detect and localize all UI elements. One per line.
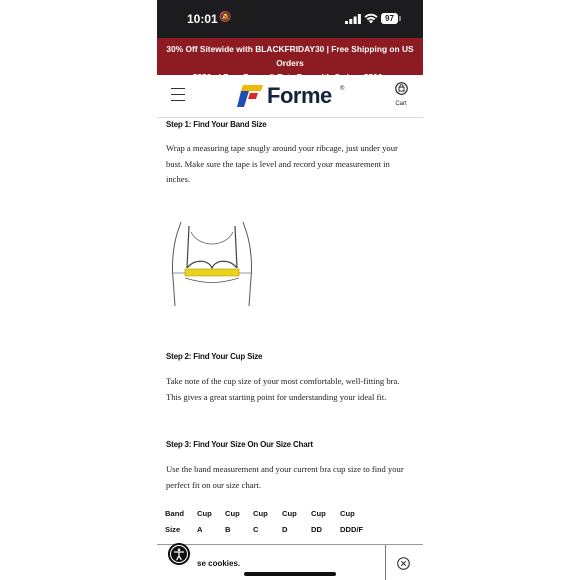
promo-banner[interactable]: [157, 38, 423, 75]
cart-icon: [395, 82, 408, 95]
wifi-icon: [364, 13, 378, 24]
home-indicator[interactable]: [244, 572, 336, 576]
table-header-cell: DDD/F: [340, 524, 364, 534]
registered-mark: ®: [340, 86, 345, 92]
table-header-cell: DD: [311, 524, 322, 534]
signal-icon: [345, 14, 361, 24]
table-row: [165, 521, 374, 537]
table-header-cell: Cup: [340, 508, 355, 518]
table-header-cell: C: [253, 524, 259, 534]
brand-name: Forme: [267, 83, 332, 108]
table-header-cell: A: [197, 524, 203, 534]
step-1-title: Step 1: Find Your Band Size: [166, 120, 267, 129]
table-header-cell: B: [225, 524, 231, 534]
bell-slash-icon: 🔕: [219, 12, 232, 23]
forme-logo-icon: [237, 85, 263, 107]
cookie-divider: [385, 545, 386, 580]
table-header-cell: Cup: [311, 508, 326, 518]
table-header-cell: Size: [165, 524, 181, 534]
site-header: [157, 75, 423, 118]
hamburger-icon[interactable]: [171, 88, 185, 101]
table-header-cell: Band: [165, 508, 184, 518]
brand-logo[interactable]: [237, 83, 347, 109]
band-measurement-illustration: [165, 218, 257, 308]
promo-line-1: 30% Off Sitewide with BLACKFRIDAY30 | Free Shipping on US Orders: [166, 44, 414, 68]
cookie-text: se cookies.: [197, 559, 241, 568]
battery-icon: 97: [381, 13, 398, 24]
table-header-cell: Cup: [225, 508, 240, 518]
size-chart-table: [165, 505, 374, 537]
table-header-cell: D: [282, 524, 288, 534]
step-3-title: Step 3: Find Your Size On Our Size Chart: [166, 440, 313, 449]
step-3-text: Use the band measurement and your current bra cup size to find your perfect fit on our size chart.: [166, 464, 404, 490]
status-time: 10:01: [187, 12, 218, 26]
step-2-text: Take note of the cup size of your most comfortable, well-fitting bra. This gives a great starting point for understanding your ideal fit.: [166, 376, 400, 402]
cart-label: Cart: [395, 101, 407, 107]
accessibility-icon[interactable]: [168, 543, 190, 565]
status-bar: [157, 0, 423, 38]
close-icon[interactable]: [397, 557, 410, 570]
table-header-cell: Cup: [282, 508, 297, 518]
table-header-cell: Cup: [197, 508, 212, 518]
phone-screen: [157, 0, 423, 580]
table-header-cell: Cup: [253, 508, 268, 518]
battery-tip: [399, 16, 401, 21]
table-row: [165, 505, 374, 521]
cart-button[interactable]: [391, 82, 411, 112]
step-2-title: Step 2: Find Your Cup Size: [166, 352, 263, 361]
step-1-text: Wrap a measuring tape snugly around your ribcage, just under your bust. Make sure the tape is level and record your measurement in inches.: [166, 143, 398, 184]
